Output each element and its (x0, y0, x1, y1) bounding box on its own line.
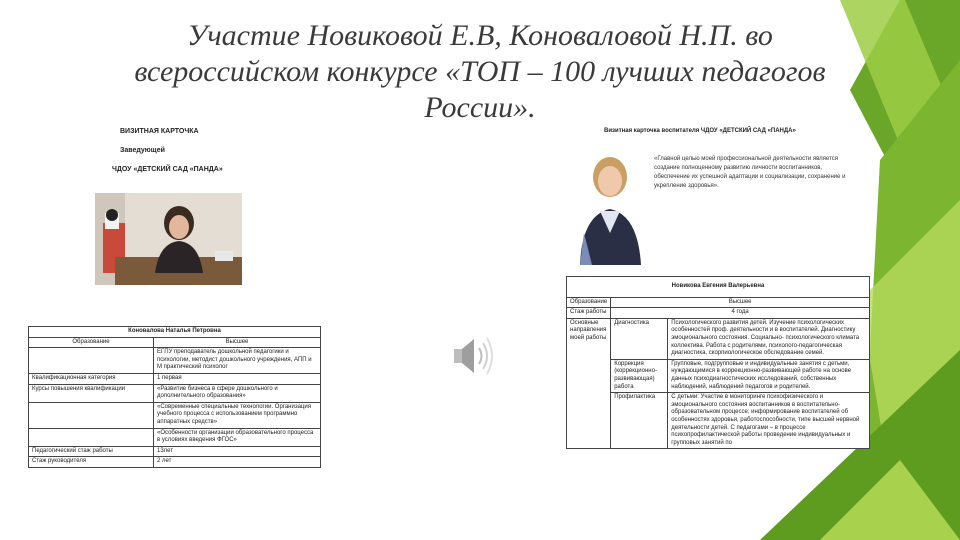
table1-label (29, 428, 154, 446)
card1-heading: ВИЗИТНАЯ КАРТОЧКА (120, 128, 199, 135)
table2-experience-label: Стаж работы (567, 308, 611, 319)
photo-konovalova (95, 193, 242, 285)
table1-value: 13лет (154, 446, 321, 457)
table2-section-text: Психологического развития детей. Изучение психологических особенностей проф. деятельности и в воспитателей. Диагностику эмоционального состояния. Социально- психологического климата коллектива. Работа с родителями, психолого-педагогическая диагностика, скорпиологическое обследование семей. (668, 318, 870, 359)
card1-header (90, 128, 330, 185)
table2-section-text: С детьми: Участие в мониторинге психофизического и эмоционального состояния воспитанников в воспитательно-образовательном процессе; информирование воспитателей об особенностях здоровья, работоспособности, типе высшей нервной деятельности детей. С педагогами – в процессе психопрофилактической работы проведение индивидуальных и групповых занятий по (668, 393, 870, 449)
title-line-2: всероссийском конкурсе «ТОП – 100 лучших педагогов (134, 55, 826, 88)
table1-value: ЕГПУ преподаватель дошкольной педагогики и психологии, методист дошкольного учреждения, АПП и М практический психолог (154, 348, 321, 374)
photo-novikova (570, 143, 651, 265)
table1-value: «Развитие бизнеса в сфере дошкольного и дополнительного образования» (154, 384, 321, 402)
table1-value: 2 лет (154, 457, 321, 468)
title-line-1: Участие Новиковой Е.В, Коноваловой Н.П. во (187, 19, 773, 52)
table1-value: «Современные специальные технологии. Организация учебного процесса с использованием программно аппаратных средств» (154, 402, 321, 428)
table1-value: 1 первая (154, 373, 321, 384)
speaker-sound-icon[interactable] (448, 333, 496, 379)
table1-value: «Особенности организации образовательного процесса в условиях введения ФГОС» (154, 428, 321, 446)
table2-education-label: Образование (567, 297, 611, 308)
table-konovalova (28, 326, 321, 468)
table2-section-label: Диагностика (611, 318, 668, 359)
table1-value: Высшее (154, 337, 321, 348)
table2-section-text: Групповые, подгрупповые и индивидуальные занятия с детьми, нуждающимися в коррекционно-развивающей работе на основе данных психодиагностических исследований, собственных наблюдений, наблюдений педагогов и родителей. (668, 359, 870, 392)
table1-label (29, 402, 154, 428)
table1-label: Педагогический стаж работы (29, 446, 154, 457)
table2-section-label: Профилактика (611, 393, 668, 449)
table1-label (29, 348, 154, 374)
table1-label: Образование (29, 337, 154, 348)
photo-konovalova-image (95, 193, 242, 285)
table1-name: Коновалова Наталья Петровна (29, 327, 321, 338)
table2-directions-label: Основные направления моей работы (567, 318, 611, 449)
table2-education-value: Высшее (611, 297, 870, 308)
card1-role: Заведующей (120, 147, 165, 154)
table2-section-label: Коррекция (коррекционно-развивающая) работа (611, 359, 668, 392)
card2-heading: Визитная карточка воспитателя ЧДОУ «ДЕТСКИЙ САД «ПАНДА» (604, 128, 796, 134)
table2-name: Новикова Евгения Валерьевна (567, 277, 870, 298)
table2-experience-value: 4 года (611, 308, 870, 319)
table1-label: Курсы повышения квалификации (29, 384, 154, 402)
table1-label: Стаж руководителя (29, 457, 154, 468)
table-novikova (566, 276, 870, 449)
title-line-3: России». (424, 91, 536, 124)
photo-novikova-image (570, 143, 651, 265)
slide-title (40, 18, 920, 126)
card2-quote: «Главной целью моей профессиональной деятельности является создание полноценному развитию личности воспитанников, обеспечение их успешной адаптации и социализации, сохранение и укрепление здоровья». (654, 156, 846, 189)
card1-org: ЧДОУ «ДЕТСКИЙ САД «ПАНДА» (112, 166, 223, 173)
table1-label: Квалификационная категория (29, 373, 154, 384)
